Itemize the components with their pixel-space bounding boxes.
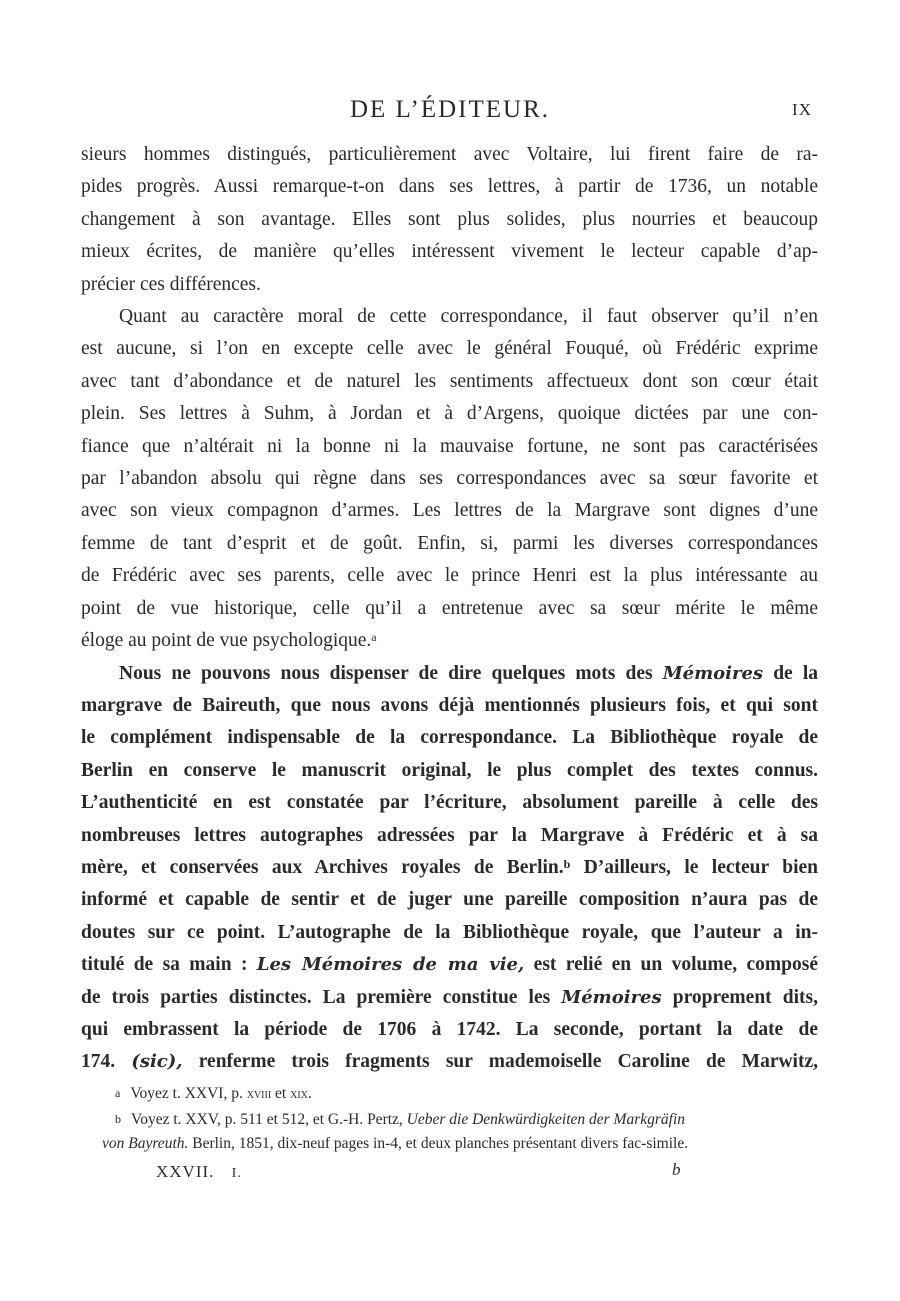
footnote-mark: b (115, 1112, 121, 1126)
sheet-mark: b (672, 1160, 681, 1179)
text-line (81, 982, 818, 1014)
text-fragment: de trois parties distinctes. La première constitue les (81, 986, 562, 1008)
text-fragment: renferme trois fragments sur mademoiselle Caroline de Marwitz, (182, 1051, 818, 1073)
body-text (81, 139, 818, 1079)
text-fragment: Voyez t. XXVI, p. (130, 1085, 247, 1102)
text-line: nombreuses lettres autographes adressées par la Margrave à Frédéric et à sa (81, 824, 818, 846)
text-fragment: mère, et conservées aux Archives royales de Berlin. (81, 856, 564, 878)
text-fragment: de la (763, 662, 818, 684)
text-fragment: D’ailleurs, le lecteur bien (570, 856, 818, 878)
text-line: L’authenticité en est constatée par l’écriture, absolument pareille à celle des (81, 792, 818, 814)
italic-fragment: von Bayreuth. (102, 1135, 189, 1152)
text-fragment: Voyez t. XXV, p. 511 et 512, et G.-H. Pertz, (131, 1111, 407, 1128)
text-line: plein. Ses lettres à Suhm, à Jordan et à d’Argens, quoique dictées par une con- (81, 403, 818, 425)
footnote-b (115, 1107, 825, 1132)
text-line: par l’abandon absolu qui règne dans ses correspondances avec sa sœur favorite et (81, 468, 818, 490)
smallcaps-fragment: xix (290, 1087, 308, 1102)
volume-number: XXVII. (156, 1162, 215, 1181)
italic-fragment: Mémoires (561, 986, 662, 1008)
italic-fragment: (sic), (131, 1051, 183, 1073)
text-fragment: 174. (81, 1051, 132, 1073)
text-line: pides progrès. Aussi remarque-t-on dans ses lettres, à partir de 1736, un notable (81, 176, 818, 198)
footnote-ref-a[interactable]: a (371, 630, 377, 645)
text-line: fiance que n’altérait ni la bonne ni la mauvaise fortune, ne sont pas caractérisées (81, 435, 818, 457)
page-number: IX (792, 100, 812, 119)
italic-fragment: Ueber die Denkwürdigkeiten der Markgräfin (406, 1111, 686, 1128)
running-header (80, 92, 820, 132)
text-line: avec tant d’abondance et de naturel les sentiments affectueux dont son cœur était (81, 370, 818, 392)
volume-signature (156, 1162, 242, 1182)
text-fragment: est relié en un volume, composé (524, 954, 818, 976)
footnote-a (115, 1081, 825, 1107)
text-fragment: éloge au point de vue psychologique. (81, 630, 372, 652)
text-line (81, 852, 818, 884)
text-line: le complément indispensable de la correspondance. La Bibliothèque royale de (81, 727, 818, 749)
text-fragment: . (307, 1085, 312, 1102)
text-line: est aucune, si l’on en excepte celle avec le général Fouqué, où Frédéric exprime (81, 338, 818, 360)
text-line: changement à son avantage. Elles sont plus solides, plus nourries et beaucoup (81, 208, 818, 230)
italic-fragment: Les Mémoires de ma vie, (256, 954, 525, 976)
footnote-ref-b[interactable]: b (563, 856, 571, 871)
text-fragment: Nous ne pouvons nous dispenser de dire quelques mots des (119, 662, 663, 684)
text-line: mieux écrites, de manière qu’elles intéressent vivement le lecteur capable d’ap- (81, 241, 818, 263)
text-line: précier ces différences. (81, 273, 261, 295)
text-line: de Frédéric avec ses parents, celle avec le prince Henri est la plus intéressante au (81, 565, 818, 587)
text-line (81, 1046, 818, 1078)
text-fragment: et (271, 1085, 291, 1102)
text-line: Quant au caractère moral de cette correspondance, il faut observer qu’il n’en (119, 306, 818, 328)
text-line: qui embrassent la période de 1706 à 1742. La seconde, portant la date de (81, 1018, 818, 1040)
italic-fragment: Mémoires (662, 662, 764, 684)
text-line (81, 625, 818, 657)
text-line: Berlin en conserve le manuscrit original, le plus complet des textes connus. (81, 759, 818, 781)
text-line: informé et capable de sentir et de juger une pareille composition n’aura pas de (81, 889, 818, 911)
text-fragment: Berlin, 1851, dix-neuf pages in-4, et deux planches présentant divers fac-simile. (188, 1135, 689, 1152)
footnotes (102, 1081, 825, 1156)
header-title: DE L’ÉDITEUR. (349, 96, 551, 123)
text-line (81, 658, 818, 690)
text-line: margrave de Baireuth, que nous avons déjà mentionnés plusieurs fois, et qui sont (81, 694, 818, 716)
text-line: point de vue historique, celle qu’il a entretenue avec sa sœur mérite le même (81, 597, 818, 619)
text-line (81, 949, 818, 981)
paragraph-memoires (81, 658, 818, 1079)
smallcaps-fragment: xviii (246, 1087, 272, 1102)
text-line: sieurs hommes distingués, particulièrement avec Voltaire, lui firent faire de ra- (81, 144, 818, 165)
text-fragment: proprement dits, (661, 986, 818, 1008)
footnote-b-continued (102, 1132, 825, 1156)
text-line: femme de tant d’esprit et de goût. Enfin, si, parmi les diverses correspondances (81, 532, 818, 554)
footnote-mark: a (115, 1086, 121, 1100)
volume-part: I. (231, 1166, 242, 1181)
text-line: avec son vieux compagnon d’armes. Les lettres de la Margrave sont dignes d’une (81, 500, 818, 522)
text-fragment: titulé de sa main : (81, 954, 257, 976)
text-line: doutes sur ce point. L’autographe de la Bibliothèque royale, que l’auteur a in- (81, 921, 818, 943)
